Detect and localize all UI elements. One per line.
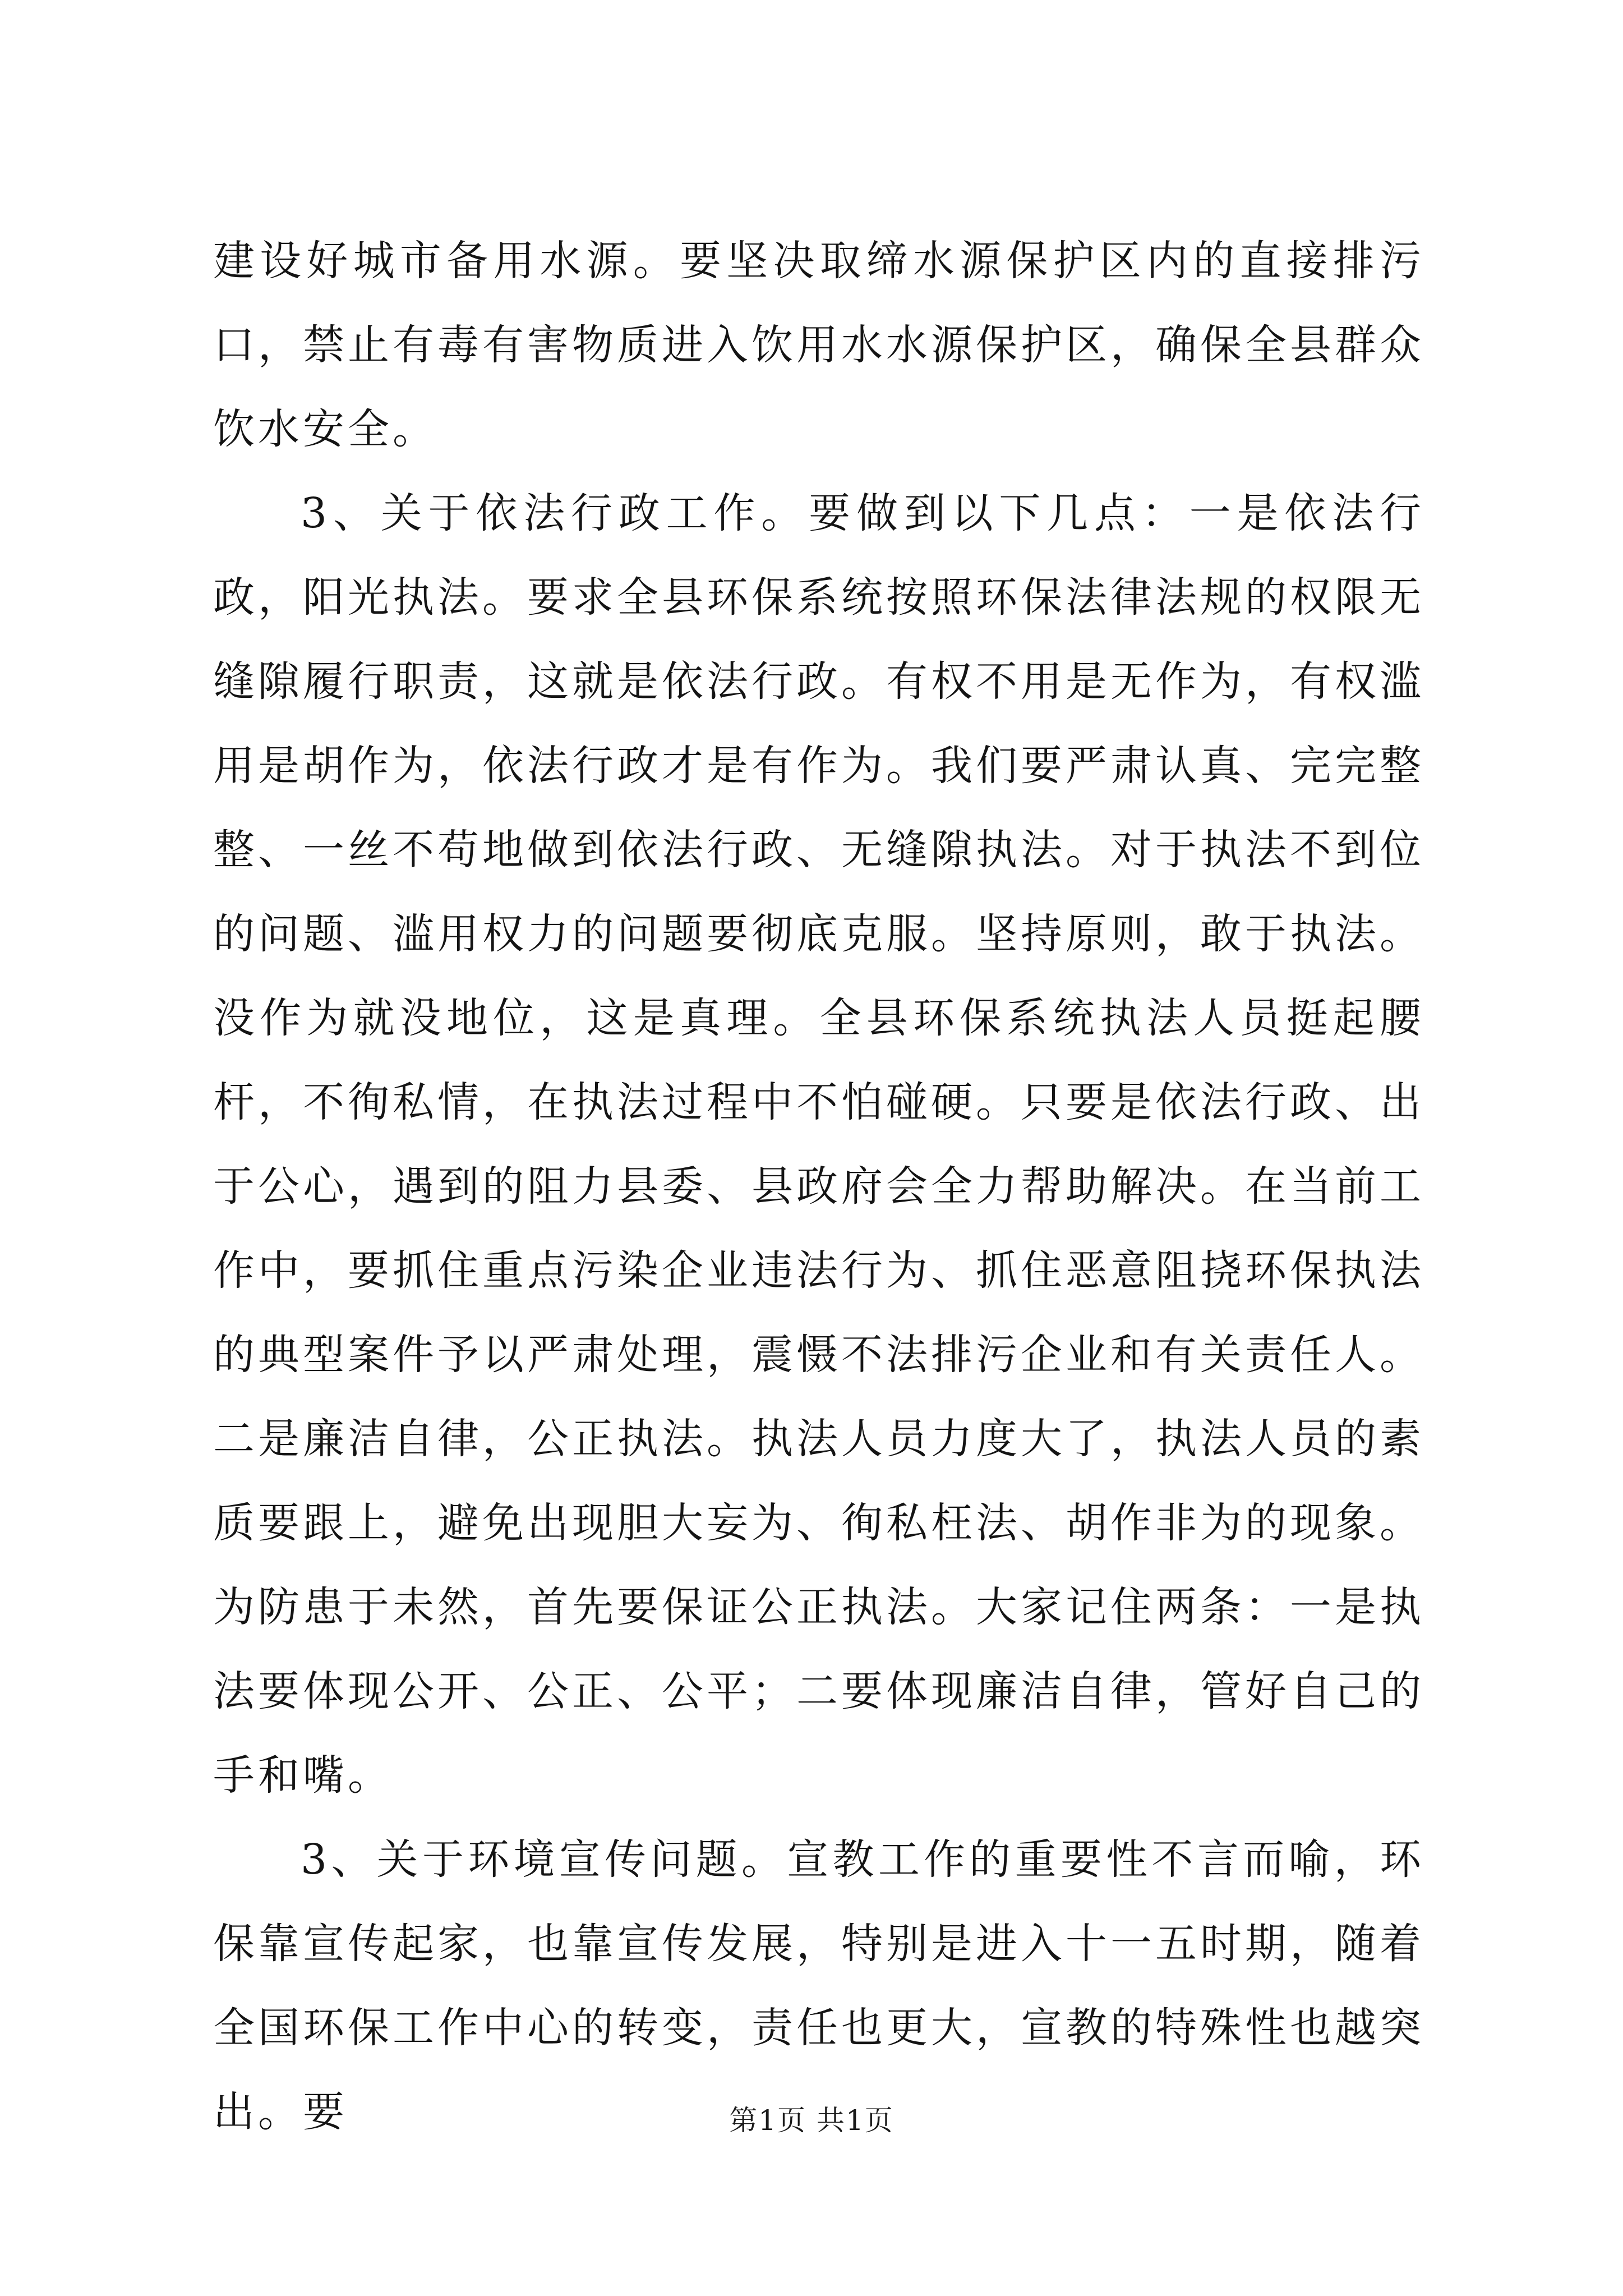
paragraph-2: 3、关于依法行政工作。要做到以下几点：一是依法行政，阳光执法。要求全县环保系统按照环保法律法规的权限无缝隙履行职责，这就是依法行政。有权不用是无作为，有权滥用是胡作为，依法行政才是有作为。我们要严肃认真、完完整整、一丝不苟地做到依法行政、无缝隙执法。对于执法不到位的问题、滥用权力的问题要彻底克服。坚持原则，敢于执法。没作为就没地位，这是真理。全县环保系统执法人员挺起腰杆，不徇私情，在执法过程中不怕碰硬。只要是依法行政、出于公心，遇到的阻力县委、县政府会全力帮助解决。在当前工作中，要抓住重点污染企业违法行为、抓住恶意阻挠环保执法的典型案件予以严肃处理，震慑不法排污企业和有关责任人。二是廉洁自律，公正执法。执法人员力度大了，执法人员的素质要跟上，避免出现胆大妄为、徇私枉法、胡作非为的现象。为防患于未然，首先要保证公正执法。大家记住两条：一是执法要体现公开、公正、公平；二要体现廉洁自律，管好自己的手和嘴。 (213, 489, 1424, 1800)
document-body (213, 219, 1424, 2154)
page-footer: 第1页 共1页 (729, 2104, 894, 2137)
paragraph-3: 3、关于环境宣传问题。宣教工作的重要性不言而喻，环保靠宣传起家，也靠宣传发展，特别是进入十一五时期，随着全国环保工作中心的转变，责任也更大，宣教的特殊性也越突出。要 (213, 1835, 1424, 2136)
paragraph-1: 建设好城市备用水源。要坚决取缔水源保护区内的直接排污口，禁止有毒有害物质进入饮用水水源保护区，确保全县群众饮水安全。 (213, 237, 1424, 453)
